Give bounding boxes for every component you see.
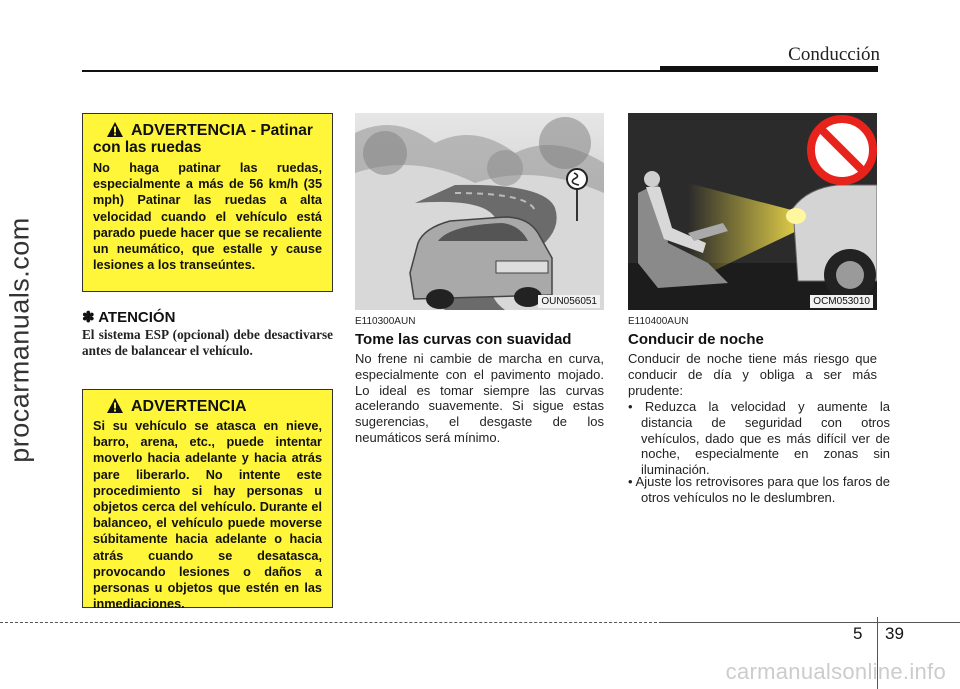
note-title: ATENCIÓN	[98, 309, 176, 326]
note-heading	[82, 308, 175, 326]
footer-rule	[662, 622, 960, 623]
section-title: Conducir de noche	[628, 331, 764, 348]
curve-road-illustration	[355, 113, 604, 310]
warning-body: Si su vehículo se atasca en nieve, barro, arena, etc., puede intentar moverlo hacia adelante y hacia atrás pare liberarlo. No intente este procedimiento si hay personas u objetos cerca del vehículo. Durante el balanceo, el vehículo puede moverse súbitamente hacia adelante o hacia atrás cuando se desatasca, provocando lesiones o daños a personas u objetos que estén en las inmediaciones.	[93, 419, 322, 612]
warning-title-main: ADVERTENCIA	[131, 398, 247, 415]
header-rule-thick	[660, 66, 878, 72]
warning-triangle-icon	[107, 398, 123, 413]
bullet-item: • Reduzca la velocidad y aumente la distancia de seguridad con otros vehículos, dado que es más difícil ver de noche, especialmente en zonas sin iluminación.	[628, 399, 890, 478]
section-code: E110400AUN	[628, 316, 689, 327]
night-driving-photo	[628, 113, 877, 310]
section-intro: Conducir de noche tiene más riesgo que conducir de día y obliga a ser más prudente:	[628, 351, 877, 398]
prohibition-icon	[811, 119, 873, 181]
curve-road-photo	[355, 113, 604, 310]
side-watermark	[2, 150, 38, 530]
warning-box-wheel-spin	[82, 113, 333, 292]
section-code: E110300AUN	[355, 316, 416, 327]
warning-title-sub: - Patinar	[246, 122, 313, 139]
page-number: 39	[885, 624, 904, 643]
side-watermark-text: procarmanuals.com	[4, 217, 35, 463]
warning-box-rocking	[82, 389, 333, 612]
warning-title	[93, 122, 322, 156]
section-title: Tome las curvas con suavidad	[355, 331, 572, 348]
footer-rule-dashed	[0, 622, 662, 623]
note-body: El sistema ESP (opcional) debe desactivarse antes de balancear el vehículo.	[82, 327, 333, 358]
image-caption: OUN056051	[538, 295, 600, 308]
chapter-number: 5	[853, 624, 863, 643]
section-body: No frene ni cambie de marcha en curva, especialmente con el pavimento mojado. Lo ideal es tomar siempre las curvas acelerando suavemente. Si sigue estas sugerencias, el desgaste de los neumáticos será mínimo.	[355, 351, 604, 445]
bullet-item: • Ajuste los retrovisores para que los faros de otros vehículos no le deslumbren.	[628, 474, 890, 505]
page-header-title: Conducción	[788, 44, 880, 65]
image-caption: OCM053010	[810, 295, 873, 308]
bottom-watermark: carmanualsonline.info	[725, 659, 946, 684]
warning-title-main: ADVERTENCIA	[131, 122, 247, 139]
night-driving-illustration	[628, 113, 877, 310]
warning-body: No haga patinar las ruedas, especialmente a más de 56 km/h (35 mph) Patinar las ruedas a alta velocidad cuando el vehículo está parado puede hacer que se recaliente un neumático, que estalle y cause lesiones a los transeúntes.	[93, 161, 322, 273]
warning-title-sub2: con las ruedas	[93, 139, 202, 156]
warning-triangle-icon	[107, 122, 123, 137]
warning-title	[93, 398, 322, 415]
note-symbol: ✽	[82, 309, 95, 326]
